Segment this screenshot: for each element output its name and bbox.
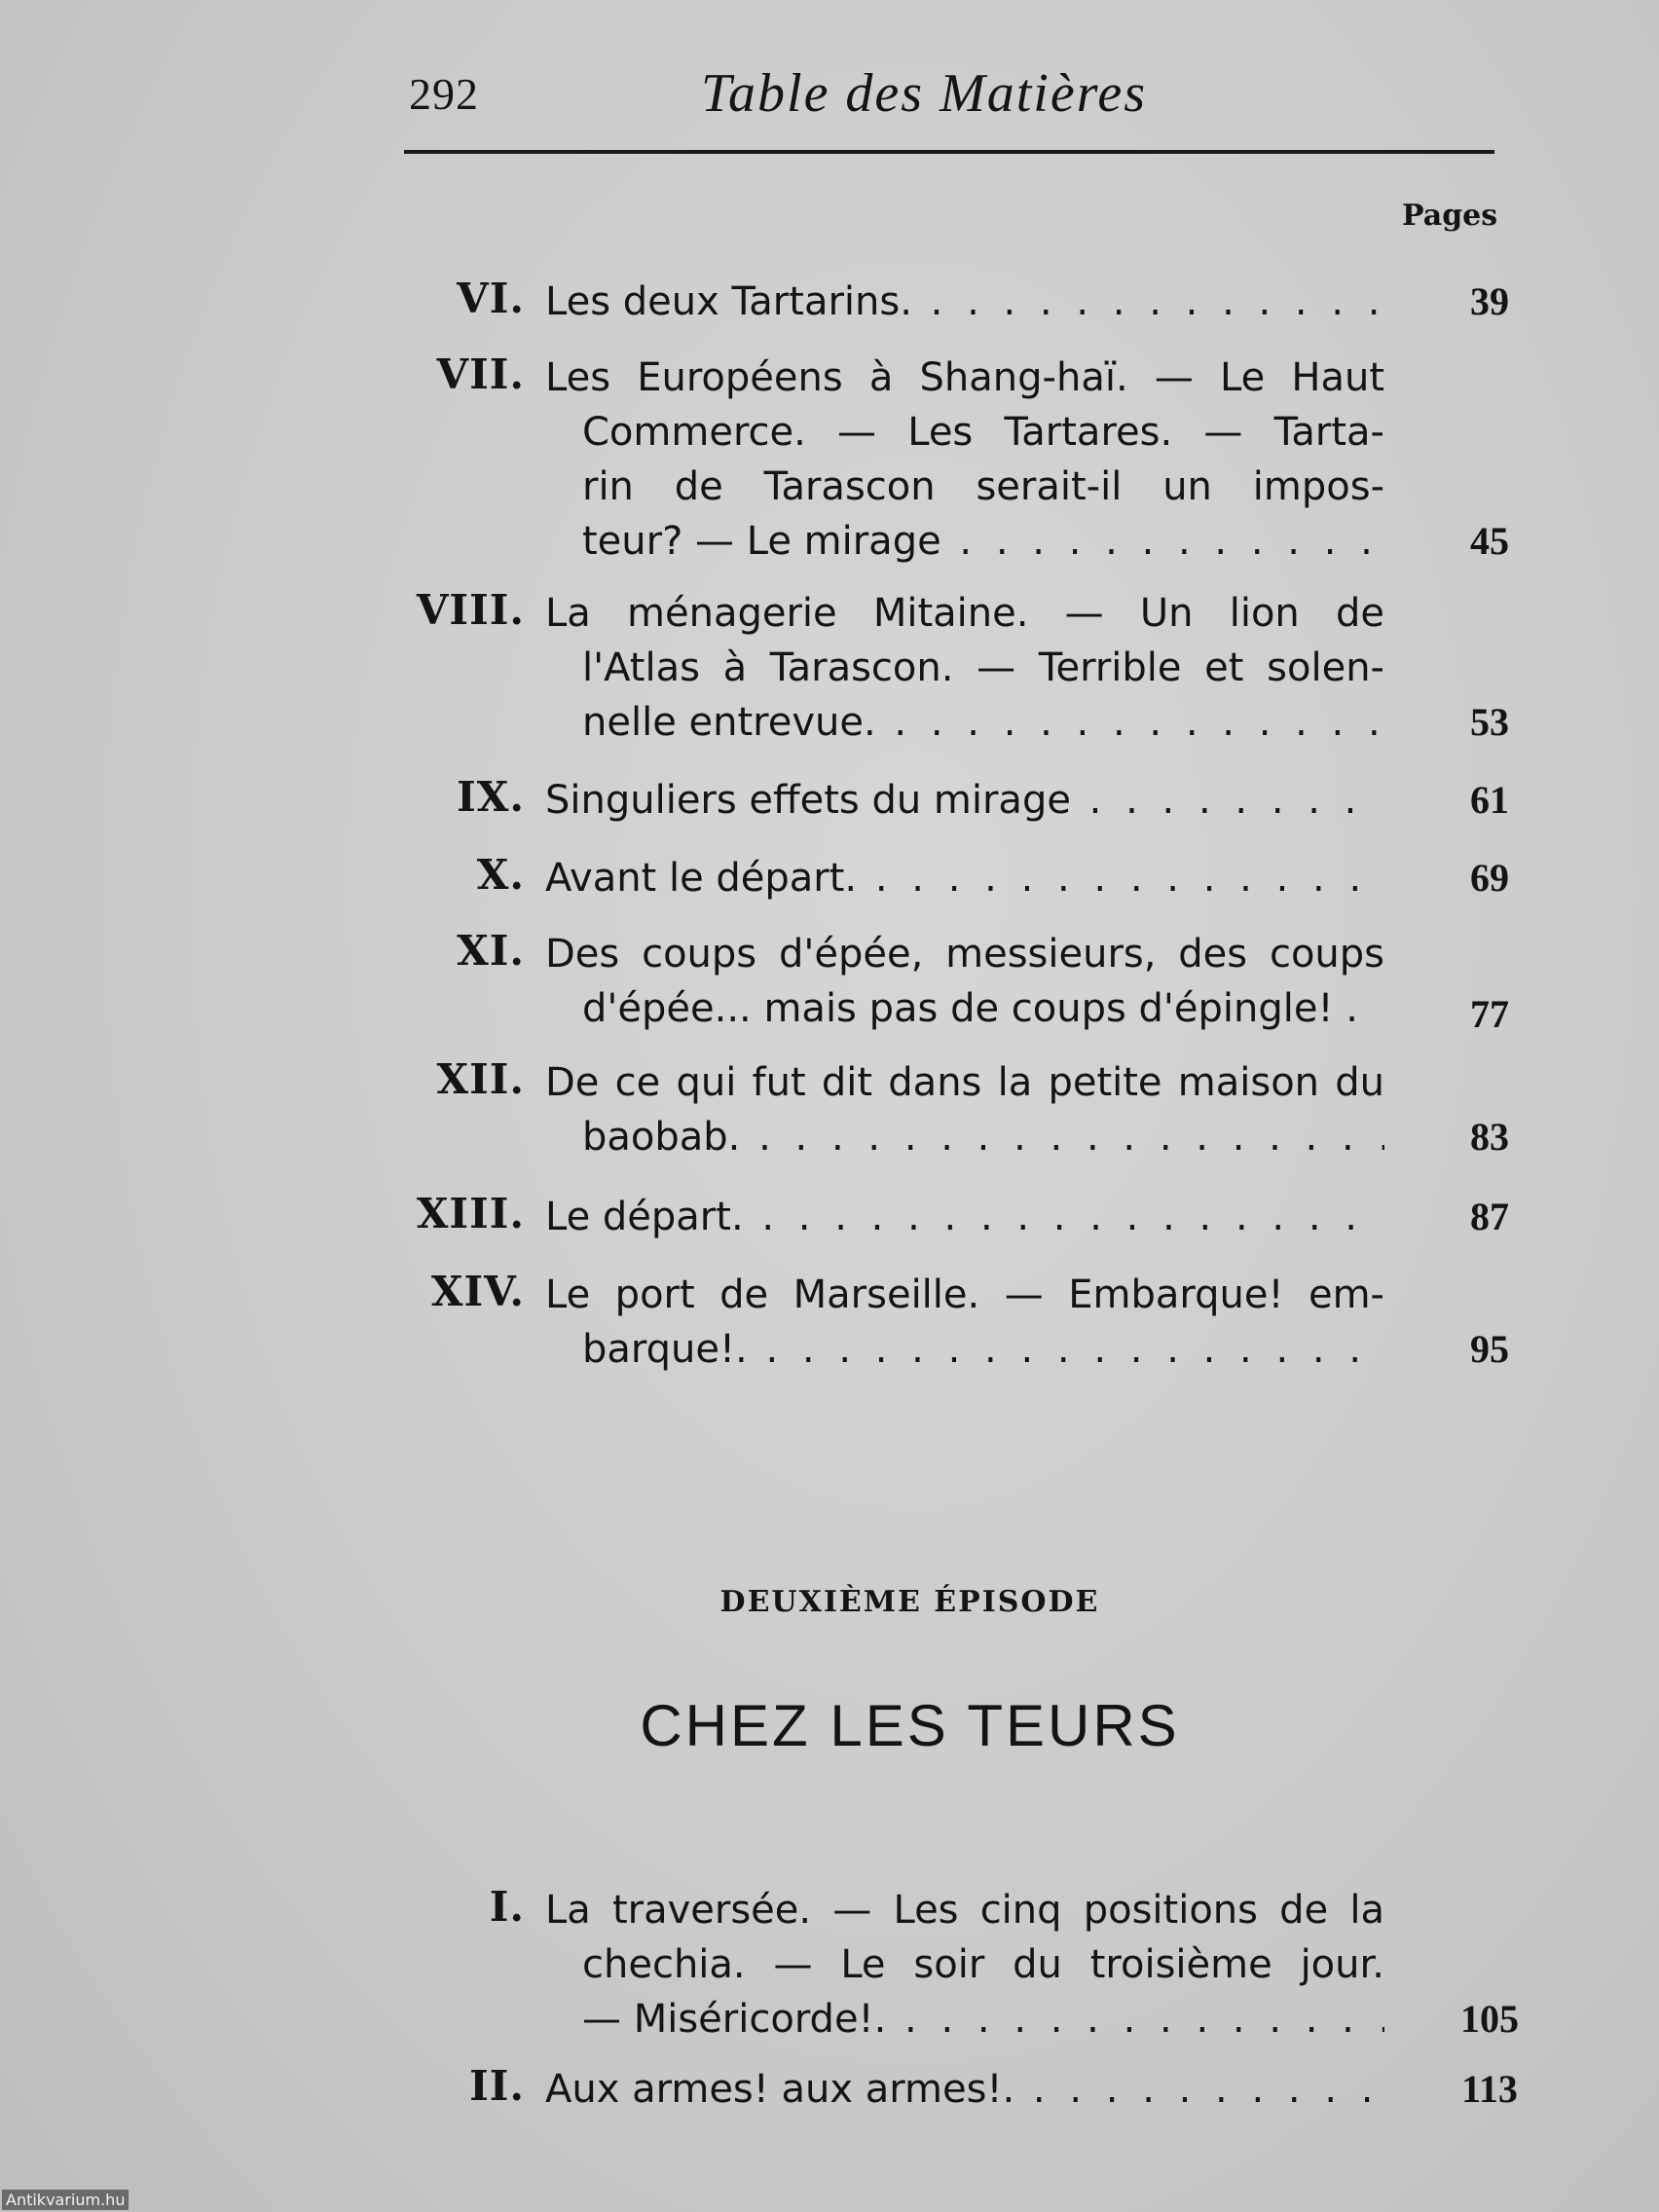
page-ref: 83 xyxy=(1470,1115,1509,1159)
chapter-title-line: La ménagerie Mitaine. — Un lion de xyxy=(545,591,1384,636)
chapter-title-line: Commerce. — Les Tartares. — Tarta- xyxy=(582,410,1384,455)
chapter-title-line: barque!. . . . xyxy=(582,1322,1384,1377)
chapter-numeral: X. xyxy=(476,851,525,899)
pages-column-label: Pages xyxy=(1402,199,1498,233)
running-title: Table des Matières xyxy=(701,63,1148,124)
chapter-title-line: — Miséricorde!. . . . xyxy=(582,1992,1384,2046)
page-ref: 95 xyxy=(1470,1327,1509,1371)
episode-label: DEUXIÈME ÉPISODE xyxy=(719,1585,1100,1619)
page-ref: 87 xyxy=(1470,1195,1509,1238)
chapter-title-line: La traversée. — Les cinq positions de la xyxy=(545,1888,1384,1933)
chapter-title-line: Avant le départ. . . . xyxy=(545,851,1384,905)
page-ref: 39 xyxy=(1470,279,1509,323)
chapter-numeral: II. xyxy=(469,2062,525,2110)
chapter-numeral: XI. xyxy=(457,927,525,975)
page-ref: 53 xyxy=(1470,700,1509,744)
chapter-title-line: teur? — Le mirage . . . xyxy=(582,514,1384,569)
chapter-numeral: XIII. xyxy=(416,1190,525,1237)
page-ref: 61 xyxy=(1470,778,1509,822)
chapter-numeral: VI. xyxy=(457,275,525,322)
chapter-numeral: VII. xyxy=(436,350,525,398)
chapter-title-line: Aux armes! aux armes!. . . . xyxy=(545,2062,1384,2117)
chapter-numeral: XIV. xyxy=(430,1268,525,1315)
chapter-title-line: rin de Tarascon serait-il un impos- xyxy=(582,464,1384,509)
chapter-title-line: nelle entrevue. . . . xyxy=(582,695,1384,750)
chapter-title-line: d'épée... mais pas de coups d'épingle! . xyxy=(582,986,1358,1031)
page-ref: 105 xyxy=(1460,1997,1519,2041)
watermark: Antikvarium.hu xyxy=(2,2190,129,2210)
chapter-title-line: Les Européens à Shang-haï. — Le Haut xyxy=(545,355,1384,400)
chapter-title-line: Le départ. . . . xyxy=(545,1190,1384,1244)
chapter-numeral: I. xyxy=(489,1883,525,1931)
chapter-title-line: chechia. — Le soir du troisième jour. xyxy=(582,1942,1384,1987)
chapter-title-line: l'Atlas à Tarascon. — Terrible et solen- xyxy=(582,645,1384,690)
running-head xyxy=(404,60,1494,129)
chapter-title-line: Le port de Marseille. — Embarque! em- xyxy=(545,1272,1384,1317)
page-ref: 113 xyxy=(1461,2067,1518,2111)
header-rule xyxy=(404,150,1494,154)
page-ref: 69 xyxy=(1470,856,1509,900)
chapter-title-line: Des coups d'épée, messieurs, des coups xyxy=(545,932,1384,977)
chapter-numeral: VIII. xyxy=(416,586,525,634)
chapter-title-line: De ce qui fut dit dans la petite maison du xyxy=(545,1060,1384,1105)
page-number: 292 xyxy=(409,69,479,119)
chapter-title-line: Les deux Tartarins. . . . xyxy=(545,275,1384,329)
chapter-numeral: IX. xyxy=(457,773,525,821)
chapter-title-line: Singuliers effets du mirage . . . xyxy=(545,773,1384,828)
page-ref: 45 xyxy=(1470,519,1509,563)
episode-title: CHEZ LES TEURS xyxy=(640,1693,1180,1758)
page-ref: 77 xyxy=(1470,992,1509,1036)
chapter-numeral: XII. xyxy=(436,1055,525,1103)
chapter-title-line: baobab. . . . xyxy=(582,1110,1384,1164)
